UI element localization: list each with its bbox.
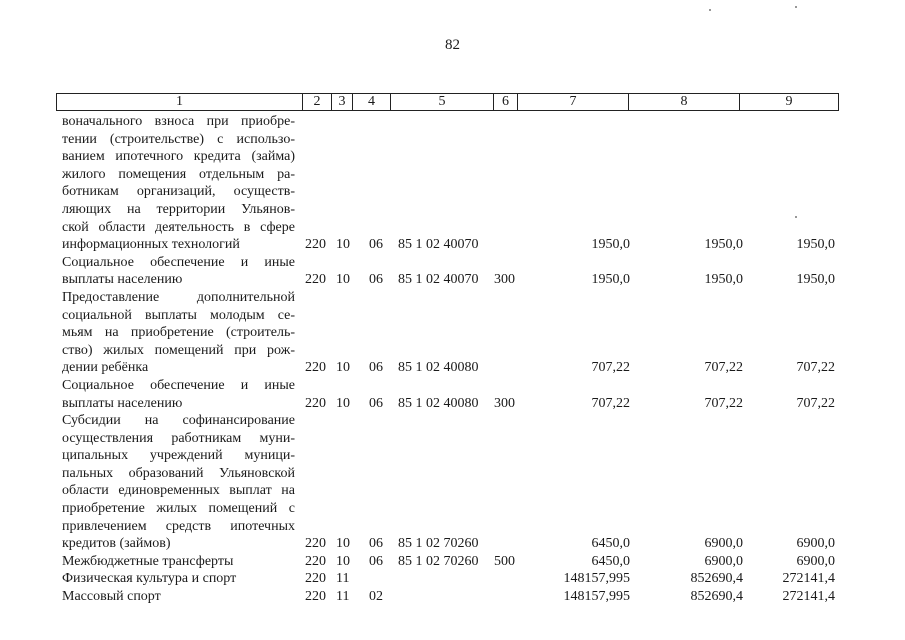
description-line: мьям на приобретение (строитель- — [62, 325, 295, 341]
cell-col-5: 85 1 02 40070 — [398, 237, 479, 253]
row-description — [62, 412, 295, 553]
cell-col-7: 148157,995 — [563, 571, 630, 587]
cell-col-6: 300 — [494, 395, 515, 411]
cell-col-7: 707,22 — [591, 395, 630, 411]
header-cell-5: 5 — [391, 94, 494, 110]
table-header-row — [56, 93, 839, 111]
cell-col-3: 10 — [336, 395, 350, 411]
cell-col-4: 06 — [369, 360, 383, 376]
table-row — [0, 412, 905, 553]
cell-col-8: 707,22 — [704, 360, 743, 376]
cell-col-4: 06 — [369, 553, 383, 569]
description-line: дении ребёнка — [62, 360, 149, 376]
description-line: осуществления работникам муни- — [62, 430, 295, 446]
row-description — [62, 113, 295, 254]
description-line: ципальных учреждений муници- — [62, 448, 295, 464]
header-cell-9: 9 — [785, 94, 793, 109]
cell-col-3: 10 — [336, 553, 350, 569]
description-line: выплаты населению — [62, 272, 183, 288]
description-line: области единовременных выплат на — [62, 483, 295, 499]
table-row — [0, 113, 905, 254]
scan-speck — [795, 216, 797, 218]
cell-col-7: 6450,0 — [591, 536, 630, 552]
cell-col-2: 220 — [305, 360, 326, 376]
table-row — [0, 553, 905, 571]
scan-speck — [709, 9, 711, 11]
cell-col-9: 272141,4 — [782, 571, 835, 587]
header-cell-4: 4 — [353, 94, 391, 110]
cell-col-7: 1950,0 — [591, 237, 630, 253]
cell-col-3: 10 — [336, 272, 350, 288]
description-line: Социальное обеспечение и иные — [62, 254, 295, 270]
description-line: пальных образований Ульяновской — [62, 465, 295, 481]
cell-col-2: 220 — [305, 237, 326, 253]
description-line: ство) жилых помещений при рож- — [62, 342, 295, 358]
description-line: ботникам организаций, осуществ- — [62, 184, 295, 200]
header-cell-6: 6 — [494, 94, 518, 110]
cell-col-2: 220 — [305, 571, 326, 587]
header-cell-1: 1 — [57, 94, 303, 110]
description-line: Предоставление дополнительной — [62, 289, 295, 305]
description-line: ляющих на территории Ульянов- — [62, 201, 295, 217]
cell-col-5: 85 1 02 40080 — [398, 395, 479, 411]
cell-col-9: 707,22 — [796, 395, 835, 411]
cell-col-6: 500 — [494, 553, 515, 569]
description-line: ванием ипотечного кредита (займа) — [62, 149, 295, 165]
cell-col-3: 10 — [336, 536, 350, 552]
cell-col-9: 6900,0 — [796, 553, 835, 569]
cell-col-7: 1950,0 — [591, 272, 630, 288]
row-description — [62, 377, 295, 412]
description-line: Физическая культура и спорт — [62, 571, 237, 587]
table-row — [0, 588, 905, 606]
description-line: Межбюджетные трансферты — [62, 553, 234, 569]
row-description — [62, 289, 295, 377]
cell-col-6: 300 — [494, 272, 515, 288]
description-line: социальной выплаты молодым се- — [62, 307, 295, 323]
cell-col-4: 06 — [369, 395, 383, 411]
table-body — [0, 113, 905, 606]
table-row — [0, 377, 905, 412]
cell-col-9: 272141,4 — [782, 589, 835, 605]
cell-col-7: 707,22 — [591, 360, 630, 376]
cell-col-4: 02 — [369, 589, 383, 605]
cell-col-7: 6450,0 — [591, 553, 630, 569]
description-line: Субсидии на софинансирование — [62, 413, 295, 429]
row-description — [62, 570, 295, 588]
table-row — [0, 289, 905, 377]
cell-col-8: 6900,0 — [704, 536, 743, 552]
scan-speck — [795, 6, 797, 8]
description-line: кредитов (займов) — [62, 536, 171, 552]
cell-col-7: 148157,995 — [563, 589, 630, 605]
description-line: привлечением средств ипотечных — [62, 518, 295, 534]
description-line: ской области деятельность в сфере — [62, 219, 295, 235]
header-cell-8: 8 — [629, 94, 740, 110]
cell-col-9: 707,22 — [796, 360, 835, 376]
description-line: Социальное обеспечение и иные — [62, 377, 295, 393]
cell-col-2: 220 — [305, 272, 326, 288]
cell-col-5: 85 1 02 40070 — [398, 272, 479, 288]
description-line: воначального взноса при приобре- — [62, 114, 295, 129]
cell-col-5: 85 1 02 70260 — [398, 536, 479, 552]
cell-col-2: 220 — [305, 536, 326, 552]
row-description — [62, 254, 295, 289]
header-cell-3: 3 — [332, 94, 353, 110]
description-line: информационных технологий — [62, 237, 240, 253]
cell-col-4: 06 — [369, 536, 383, 552]
cell-col-8: 6900,0 — [704, 553, 743, 569]
row-description — [62, 588, 295, 606]
cell-col-8: 1950,0 — [704, 237, 743, 253]
cell-col-8: 852690,4 — [690, 589, 743, 605]
cell-col-2: 220 — [305, 589, 326, 605]
cell-col-9: 1950,0 — [796, 272, 835, 288]
cell-col-8: 852690,4 — [690, 571, 743, 587]
description-line: жилого помещения отдельным ра- — [62, 166, 295, 182]
header-cell-2: 2 — [303, 94, 332, 110]
cell-col-2: 220 — [305, 553, 326, 569]
cell-col-3: 11 — [336, 589, 350, 605]
cell-col-3: 10 — [336, 360, 350, 376]
cell-col-9: 6900,0 — [796, 536, 835, 552]
description-line: выплаты населению — [62, 395, 183, 411]
description-line: тении (строительстве) с использо- — [62, 131, 295, 147]
cell-col-4: 06 — [369, 272, 383, 288]
cell-col-8: 707,22 — [704, 395, 743, 411]
cell-col-9: 1950,0 — [796, 237, 835, 253]
description-line: приобретение жилых помещений с — [62, 501, 295, 517]
header-cell-7: 7 — [518, 94, 629, 110]
row-description — [62, 553, 295, 571]
cell-col-8: 1950,0 — [704, 272, 743, 288]
table-row — [0, 570, 905, 588]
cell-col-5: 85 1 02 70260 — [398, 553, 479, 569]
page-number: 82 — [445, 37, 460, 53]
cell-col-5: 85 1 02 40080 — [398, 360, 479, 376]
cell-col-3: 11 — [336, 571, 350, 587]
description-line: Массовый спорт — [62, 589, 161, 605]
table-row — [0, 254, 905, 289]
cell-col-2: 220 — [305, 395, 326, 411]
cell-col-3: 10 — [336, 237, 350, 253]
cell-col-4: 06 — [369, 237, 383, 253]
